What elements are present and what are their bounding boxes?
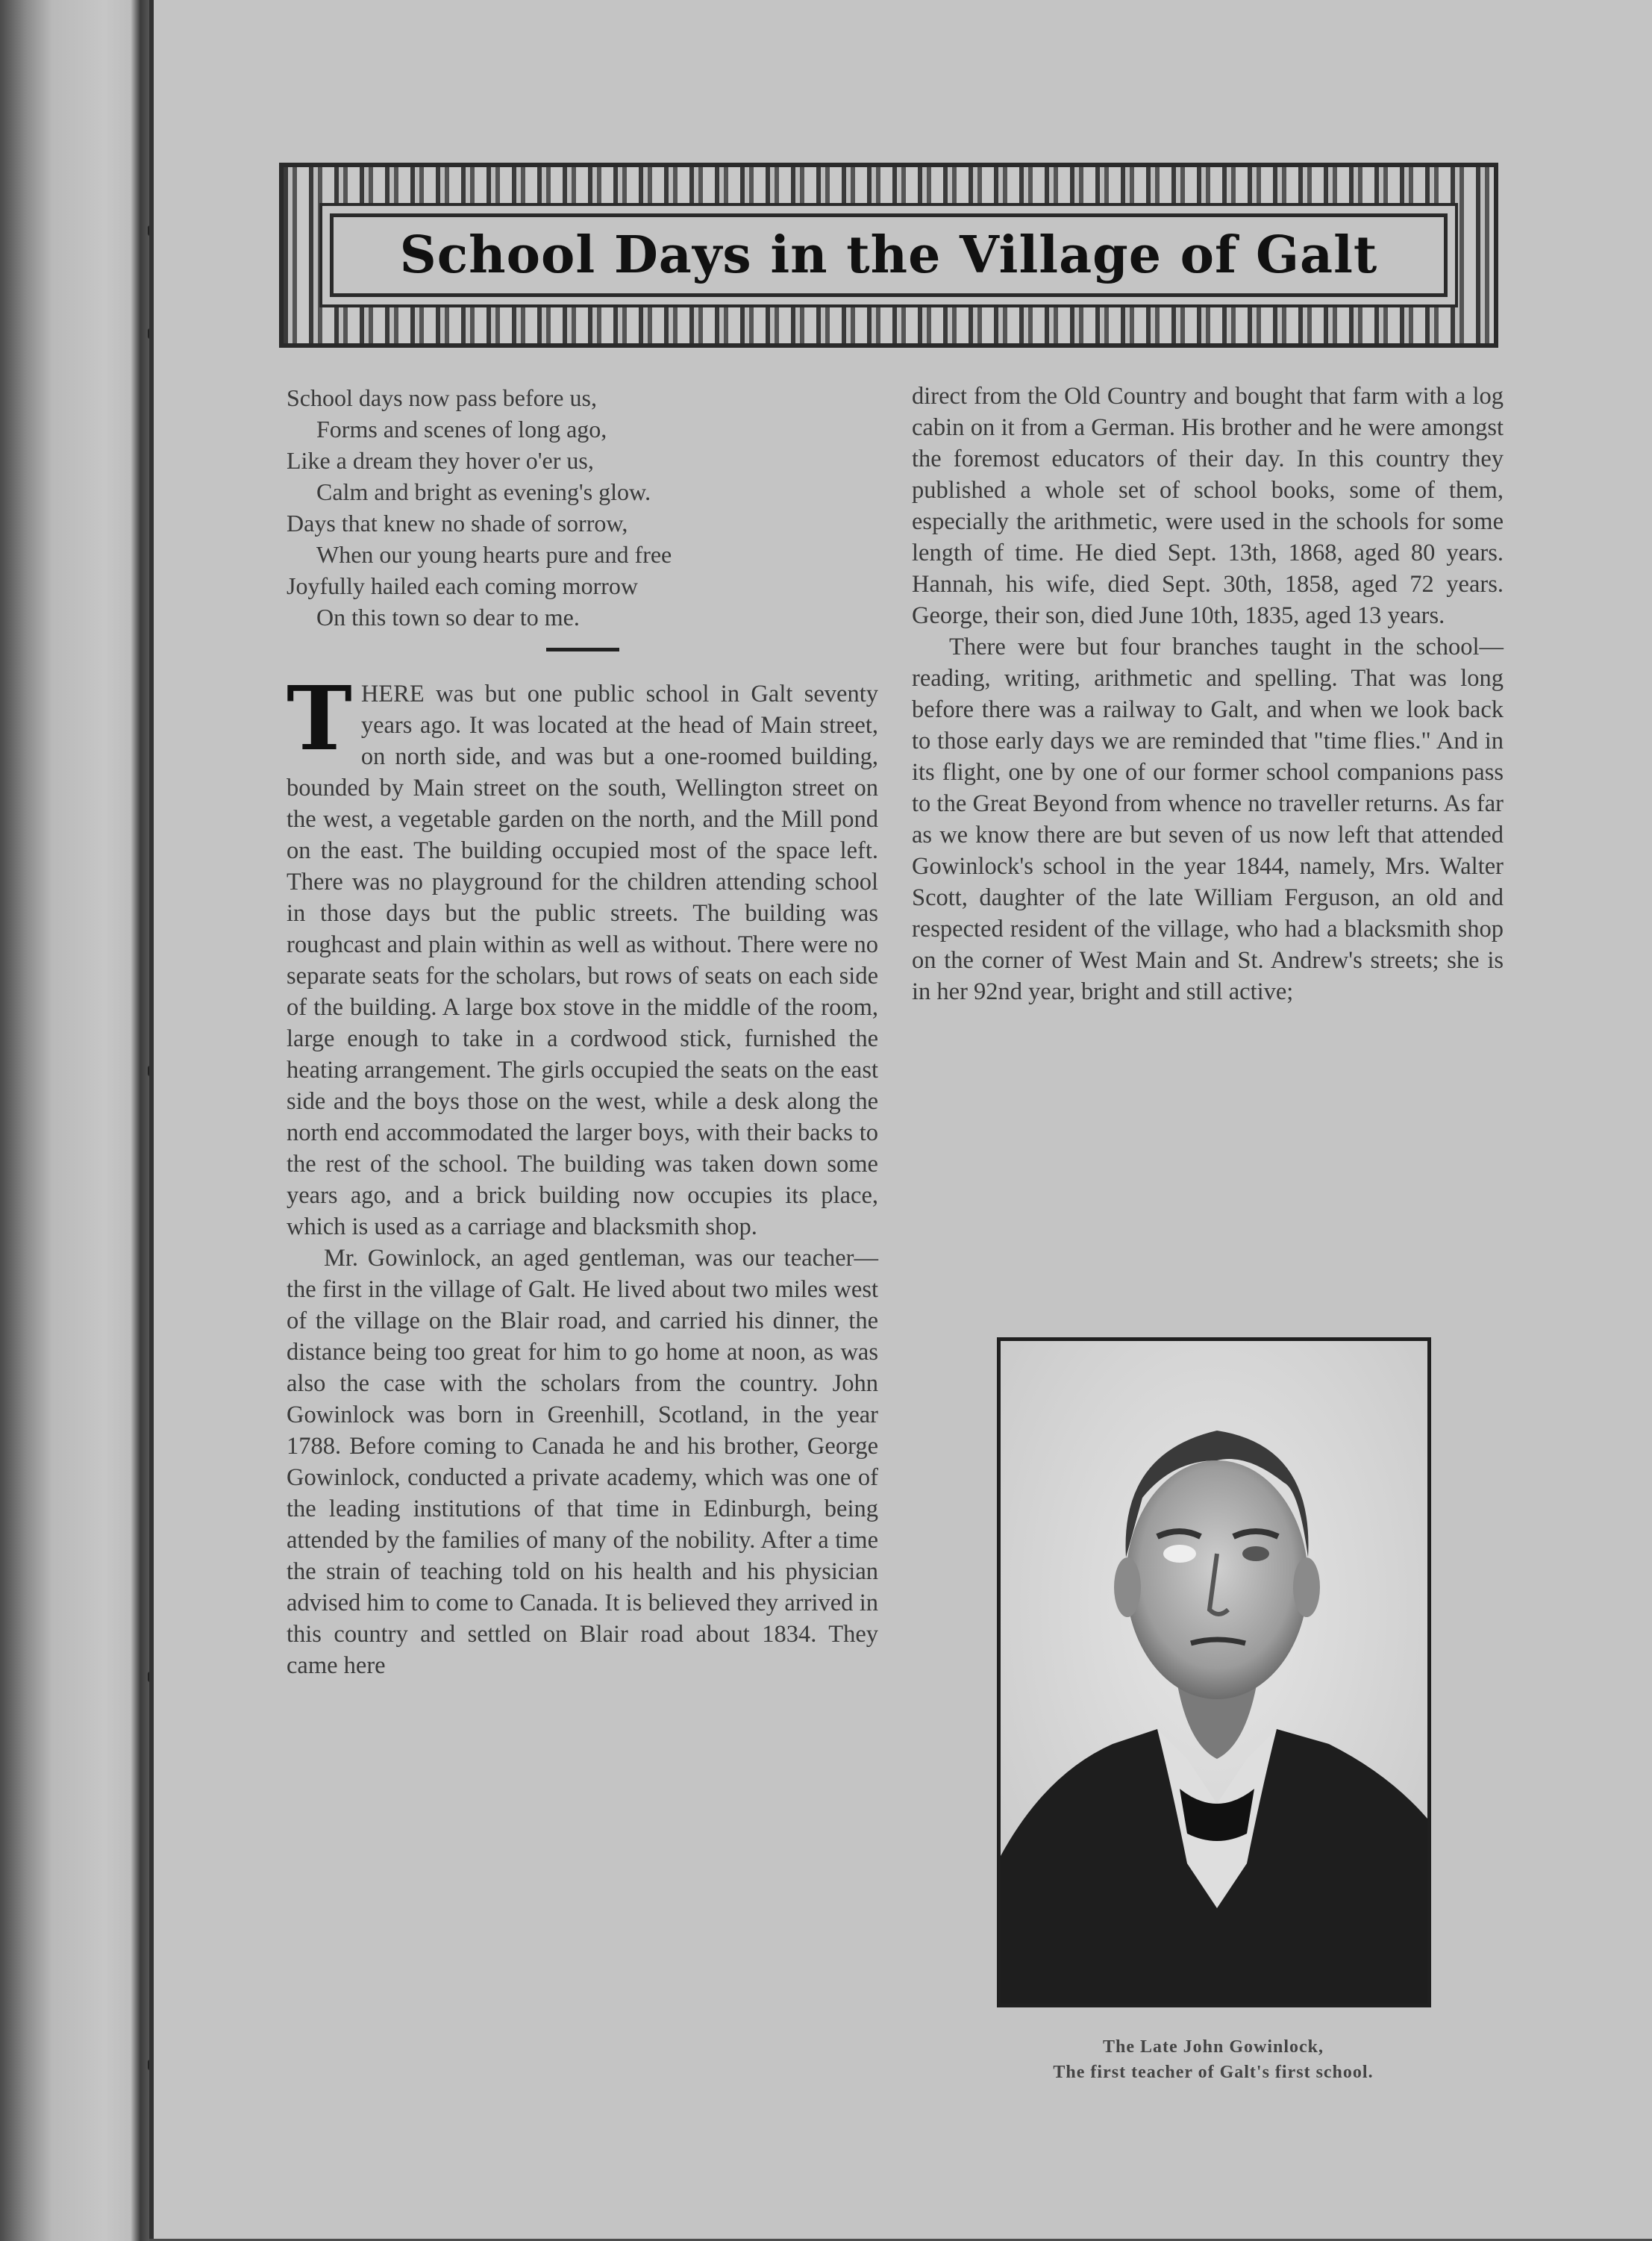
paragraph-text: HERE was but one public school in Galt seventy years ago. It was located at the head of Main street, on north side, and was but a one-roomed building, bounded by Main street on the south, Wellington street on the west, a vegetable garden on the north, and the Mill pond on the east. The building occupied most of the space left. There was no playground for the children attending school in those days but the public streets. The building was roughcast and plain within as well as without. There were no separate seats for the scholars, but rows of seats on each side of the building. A large box stove in the middle of the room, large enough to take in a cordwood stick, furnished the heating arrangement. The girls occupied the seats on the east side and the boys those on the west, while a desk along the north end accommodated the larger boys, with their backs to the rest of the school. The building was taken down some years ago, and a brick building now occupies its place, which is used as a carriage and blacksmith shop. xyxy=(287,681,878,1240)
article-paragraph xyxy=(287,666,878,1243)
poem-line: Like a dream they hover o'er us, xyxy=(287,447,594,474)
page-title: School Days in the Village of Galt xyxy=(399,225,1378,285)
poem-line: Days that knew no shade of sorrow, xyxy=(287,510,628,537)
article-paragraph: Mr. Gowinlock, an aged gentleman, was our teacher—the first in the village of Galt. He lived about two miles west of the village on the Blair road, and carried his dinner, the distance being too great for him to go home at noon, as was also the case with the scholars from the country. John Gowinlock was born in Greenhill, Scotland, in the year 1788. Before coming to Canada he and his brother, George Gowinlock, conducted a private academy, which was one of the leading institutions of that time in Edinburgh, being attended by the families of many of the nobility. After a time the strain of teaching told on his health and his physician advised him to come to Canada. It is believed they arrived in this country and settled on Blair road about 1834. They came here xyxy=(287,1245,878,1679)
title-banner xyxy=(279,163,1498,348)
caption-line: The Late John Gowinlock, xyxy=(1102,2037,1324,2057)
left-column xyxy=(287,382,878,1681)
drop-cap: T xyxy=(287,666,352,770)
title-box xyxy=(330,213,1448,297)
right-column xyxy=(912,381,1504,1007)
poem-line: Joyfully hailed each coming morrow xyxy=(287,572,638,599)
book-spine xyxy=(0,0,149,2241)
portrait-illustration xyxy=(1001,1341,1427,2004)
poem-line: Calm and bright as evening's glow. xyxy=(316,478,651,505)
divider xyxy=(546,648,619,651)
portrait-photo xyxy=(997,1337,1431,2007)
poem-line: School days now pass before us, xyxy=(287,384,597,411)
article-paragraph: There were but four branches taught in the school—reading, writing, arithmetic and spelling. That was long before there was a railway to Galt, and when we look back to those early days we are reminded that "time flies." And in its flight, one by one of our former school companions pass to the Great Beyond from whence no traveller returns. As far as we know there are but seven of us now left that attended Gowinlock's school in the year 1844, namely, Mrs. Walter Scott, daughter of the late William Ferguson, an old and respected resident of the village, who had a blacksmith shop on the corner of West Main and St. Andrew's streets; she is in her 92nd year, bright and still active; xyxy=(912,634,1504,1005)
poem-line: Forms and scenes of long ago, xyxy=(316,416,607,443)
caption-line: The first teacher of Galt's first school. xyxy=(1053,2063,1374,2082)
page xyxy=(149,0,1652,2239)
poem xyxy=(287,382,878,633)
poem-line: On this town so dear to me. xyxy=(316,604,580,631)
poem-line: When our young hearts pure and free xyxy=(316,541,672,568)
photo-caption xyxy=(930,2034,1497,2085)
article-paragraph: direct from the Old Country and bought that farm with a log cabin on it from a German. His brother and he were amongst the foremost educators of their day. In this country they published a whole set of school books, some of them, especially the arithmetic, were used in the schools for some length of time. He died Sept. 13th, 1868, aged 80 years. Hannah, his wife, died Sept. 30th, 1858, aged 72 years. George, their son, died June 10th, 1835, aged 13 years. xyxy=(912,383,1504,629)
